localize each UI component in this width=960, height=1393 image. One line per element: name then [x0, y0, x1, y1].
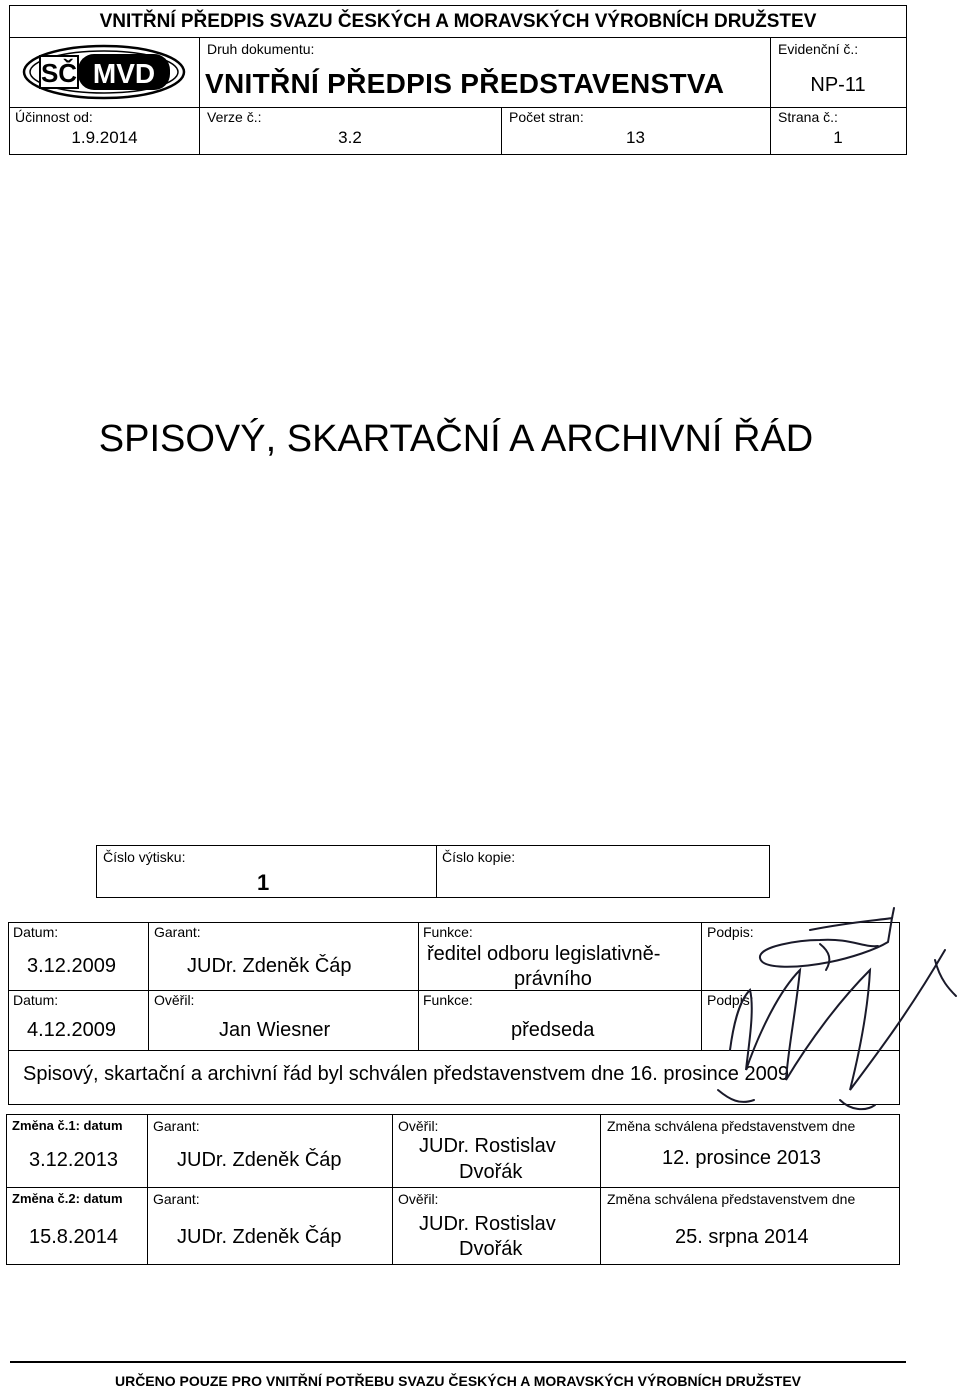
- change-2-label: Změna č.2: datum: [12, 1191, 123, 1206]
- signature-label: Podpis:: [707, 924, 754, 940]
- handwritten-signatures: [700, 900, 958, 1120]
- change-1-garant-label: Garant:: [153, 1118, 200, 1134]
- date-label-2: Datum:: [13, 992, 59, 1008]
- page-value: 1: [833, 128, 843, 147]
- date-value-2: 4.12.2009: [27, 1019, 116, 1041]
- change-2-approved-label: Změna schválena představenstvem dne: [607, 1191, 856, 1207]
- svg-text:SČ: SČ: [40, 58, 78, 88]
- change-1-approved-value: 12. prosince 2013: [662, 1147, 822, 1169]
- doc-type-value: VNITŘNÍ PŘEDPIS PŘEDSTAVENSTVA: [205, 68, 725, 99]
- pages-label: Počet stran:: [509, 109, 584, 125]
- change-2-garant-label: Garant:: [153, 1191, 200, 1207]
- pages-value: 13: [626, 128, 645, 147]
- signature-label-2: Podpis:: [707, 992, 754, 1008]
- footer-divider: [10, 1361, 906, 1363]
- copy-number-label: Číslo kopie:: [442, 849, 516, 865]
- change-1-garant-value: JUDr. Zdeněk Čáp: [177, 1149, 342, 1171]
- svg-text:MVD: MVD: [92, 58, 156, 89]
- function-label-2: Funkce:: [423, 992, 473, 1008]
- garant-value: JUDr. Zdeněk Čáp: [187, 955, 352, 977]
- change-1-date: 3.12.2013: [29, 1149, 118, 1171]
- change-1-verified-value-cont: Dvořák: [459, 1161, 523, 1183]
- date-value: 3.12.2009: [27, 955, 116, 977]
- change-2-garant-value: JUDr. Zdeněk Čáp: [177, 1226, 342, 1248]
- version-label: Verze č.:: [207, 109, 262, 125]
- function-label: Funkce:: [423, 924, 473, 940]
- change-1-approved-label: Změna schválena představenstvem dne: [607, 1118, 856, 1134]
- garant-label: Garant:: [154, 924, 201, 940]
- change-2-verified-value-cont: Dvořák: [459, 1238, 523, 1260]
- doc-type-label: Druh dokumentu:: [207, 41, 315, 57]
- date-label: Datum:: [13, 924, 59, 940]
- effective-label: Účinnost od:: [15, 109, 93, 125]
- print-number-value: 1: [257, 870, 270, 895]
- verified-label: Ověřil:: [154, 992, 195, 1008]
- print-number-label: Číslo výtisku:: [103, 849, 186, 865]
- footer-note: URČENO POUZE PRO VNITŘNÍ POTŘEBU SVAZU ČESKÝCH A MORAVSKÝCH VÝROBNÍCH DRUŽSTEV: [114, 1373, 802, 1389]
- change-1-verified-label: Ověřil:: [398, 1118, 439, 1134]
- copy-number-box: [96, 845, 770, 898]
- page-label: Strana č.:: [778, 109, 838, 125]
- function-value: ředitel odboru legislativně-: [427, 943, 661, 965]
- verified-value: Jan Wiesner: [219, 1019, 331, 1041]
- scmvd-logo: [20, 42, 188, 102]
- evid-value: NP-11: [810, 74, 866, 96]
- change-1-verified-value: JUDr. Rostislav: [419, 1135, 556, 1157]
- change-2-date: 15.8.2014: [29, 1226, 118, 1248]
- document-header: [9, 5, 907, 155]
- change-2-approved-value: 25. srpna 2014: [675, 1226, 809, 1248]
- approval-statement: Spisový, skartační a archivní řád byl schválen představenstvem dne 16. prosince 2009: [23, 1063, 789, 1085]
- function-value-cont: právního: [514, 968, 592, 990]
- change-2-verified-label: Ověřil:: [398, 1191, 439, 1207]
- changes-table: [6, 1114, 900, 1265]
- change-2-verified-value: JUDr. Rostislav: [419, 1213, 556, 1235]
- function-value-2: předseda: [511, 1019, 595, 1041]
- org-title: VNITŘNÍ PŘEDPIS SVAZU ČESKÝCH A MORAVSKÝCH VÝROBNÍCH DRUŽSTEV: [99, 11, 817, 32]
- document-title: SPISOVÝ, SKARTAČNÍ A ARCHIVNÍ ŘÁD: [98, 418, 814, 460]
- version-value: 3.2: [338, 128, 362, 147]
- change-1-label: Změna č.1: datum: [12, 1118, 123, 1133]
- evid-label: Evidenční č.:: [778, 41, 859, 57]
- effective-value: 1.9.2014: [71, 128, 138, 147]
